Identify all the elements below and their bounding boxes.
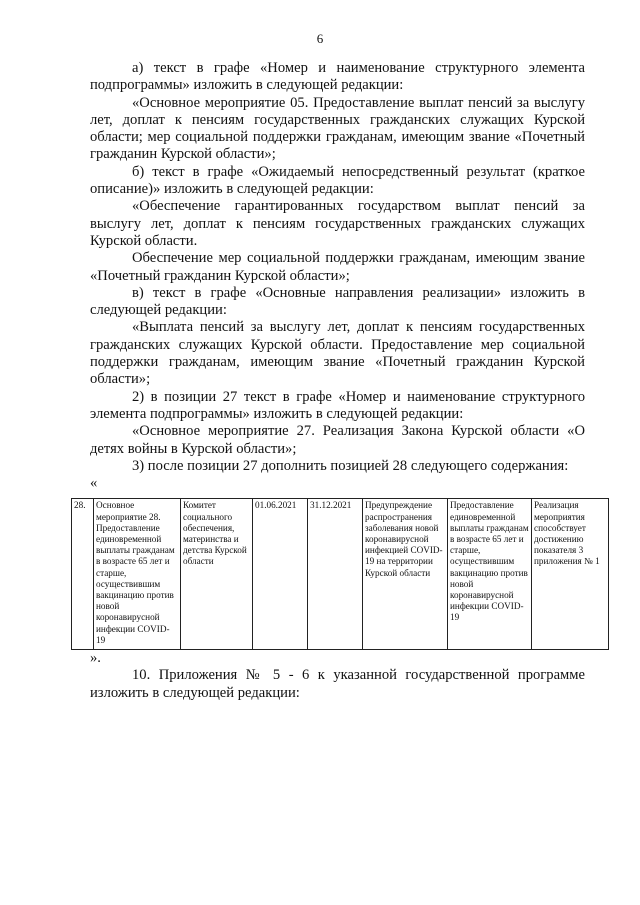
row-indicator-link: Реализация мероприятия способствует достижению показателя 3 приложения № 1 — [532, 499, 609, 650]
paragraph-support: Обеспечение мер социальной поддержки гражданам, имеющим звание «Почетный гражданин Курской области»; — [90, 250, 585, 284]
row-executor: Комитет социального обеспечения, материнства и детства Курской области — [181, 499, 253, 650]
row-end-date: 31.12.2021 — [308, 499, 363, 650]
paragraph-payments: «Выплата пенсий за выслугу лет, доплат к пенсиям государственных гражданских служащих Курской области. Предоставление мер социальной поддержки гражданам, имеющим звание «Почетный гражданин Курской области»; — [90, 319, 585, 388]
paragraph-v: в) текст в графе «Основные направления реализации» изложить в следующей редакции: — [90, 284, 585, 319]
paragraph-b: б) текст в графе «Ожидаемый непосредственный результат (краткое описание)» изложить в следующей редакции: — [90, 163, 585, 198]
position-28-table — [71, 498, 609, 650]
table-row — [72, 499, 609, 650]
close-quote: ». — [90, 650, 101, 667]
row-name: Основное мероприятие 28. Предоставление единовременной выплаты гражданам в возрасте 65 лет и старше, осуществившим вакцинацию против новой коронавирусной инфекции COVID-19 — [94, 499, 181, 650]
paragraph-main-event-27: «Основное мероприятие 27. Реализация Закона Курской области «О детях войны в Курской области»; — [90, 423, 585, 457]
paragraph-add-28: 3) после позиции 27 дополнить позицией 28 следующего содержания: — [132, 457, 569, 474]
row-consequence: Предупреждение распространения заболевания новой коронавирусной инфекцией COVID-19 на территории Курской области — [363, 499, 448, 650]
open-quote: « — [90, 475, 98, 492]
document-body — [74, 60, 600, 702]
paragraph-guaranteed: «Обеспечение гарантированных государством выплат пенсий за выслугу лет, доплат к пенсиям государственных гражданских служащих Курской области. — [90, 198, 585, 249]
paragraph-position-27: 2) в позиции 27 текст в графе «Номер и наименование структурного элемента подпрограммы» изложить в следующей редакции: — [90, 388, 585, 422]
paragraph-appendices: 10. Приложения № 5 - 6 к указанной государственной программе изложить в следующей редакции: — [90, 667, 585, 701]
row-start-date: 01.06.2021 — [253, 499, 308, 650]
page-number: 6 — [316, 31, 324, 46]
row-result: Предоставление единовременной выплаты гражданам в возрасте 65 лет и старше, осуществившим вакцинацию против новой коронавирусной инфекции COVID-19 — [448, 499, 532, 650]
paragraph-a: а) текст в графе «Номер и наименование структурного элемента подпрограммы» изложить в следующей редакции: — [90, 60, 585, 94]
row-number: 28. — [72, 499, 94, 650]
paragraph-main-event-05: «Основное мероприятие 05. Предоставление выплат пенсий за выслугу лет, доплат к пенсиям государственных гражданских служащих Курской области; мер социальной поддержки гражданам, имеющим звание «Почетный гражданин Курской области»; — [90, 94, 585, 163]
